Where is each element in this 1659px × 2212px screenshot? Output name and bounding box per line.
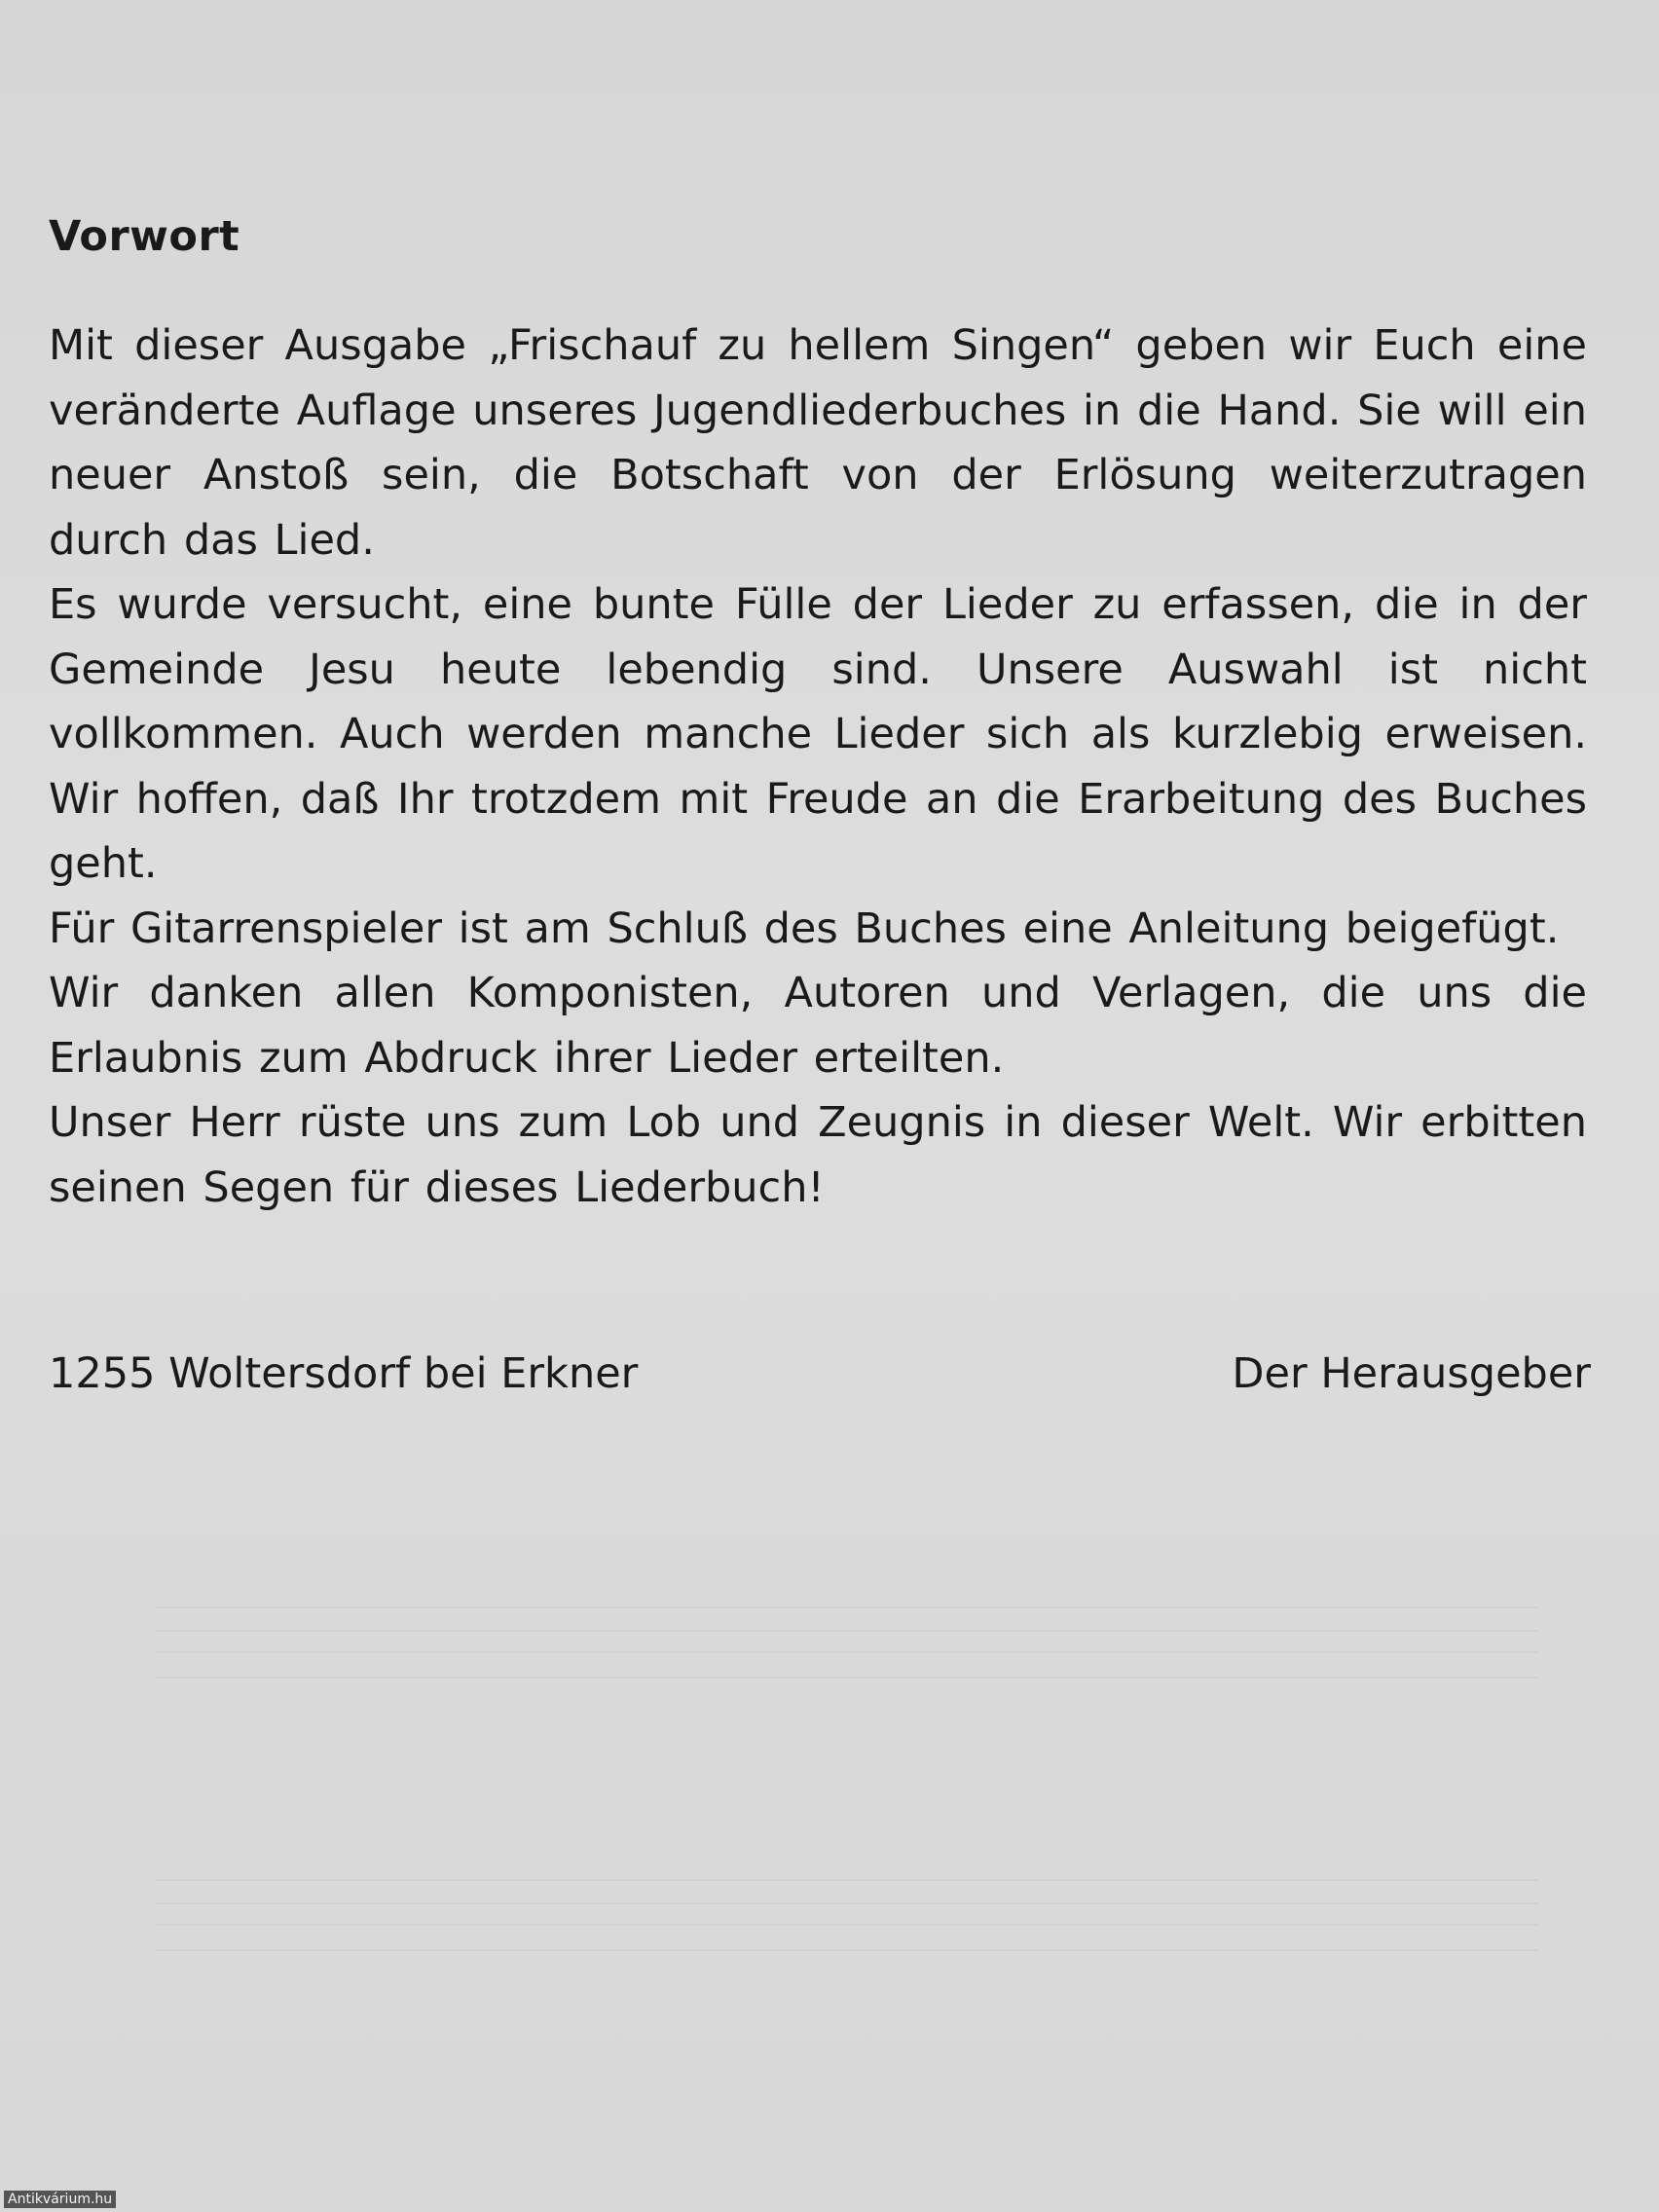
- signature-line: [49, 1342, 1591, 1406]
- paragraph: Wir danken allen Komponisten, Autoren und Verlagen, die uns die Erlaubnis zum Abdruck ihrer Lieder erteilten.: [49, 969, 1587, 1083]
- paragraph: Für Gitarrenspieler ist am Schluß des Buches eine Anleitung beigefügt.: [49, 903, 1560, 953]
- paragraph: Es wurde versucht, eine bunte Fülle der Lieder zu erfassen, die in der Gemeinde Jesu heute lebendig sind. Unsere Auswahl ist nicht vollkommen. Auch werden manche Lieder sich als kurzlebig erweisen. Wir hoffen, daß Ihr trotzdem mit Freude an die Erarbeitung des Buches geht.: [49, 580, 1587, 888]
- paragraph: Unser Herr rüste uns zum Lob und Zeugnis in dieser Welt. Wir erbitten seinen Segen für dieses Liederbuch!: [49, 1098, 1587, 1212]
- foreword-body: [49, 313, 1587, 1220]
- page-title: Vorwort: [49, 212, 240, 261]
- signature: Der Herausgeber: [1232, 1349, 1591, 1398]
- place-of-publication: 1255 Woltersdorf bei Erkner: [49, 1349, 639, 1398]
- watermark: Antikvárium.hu: [4, 2191, 116, 2208]
- paragraph: Mit dieser Ausgabe „Frischauf zu hellem Singen“ geben wir Euch eine veränderte Auflage unseres Jugendliederbuches in die Hand. Sie will ein neuer Anstoß sein, die Botschaft von der Erlösung weiterzutragen durch das Lied.: [49, 321, 1587, 565]
- bleed-through-staff: [156, 1606, 1538, 1678]
- bleed-through-staff: [156, 1879, 1538, 1951]
